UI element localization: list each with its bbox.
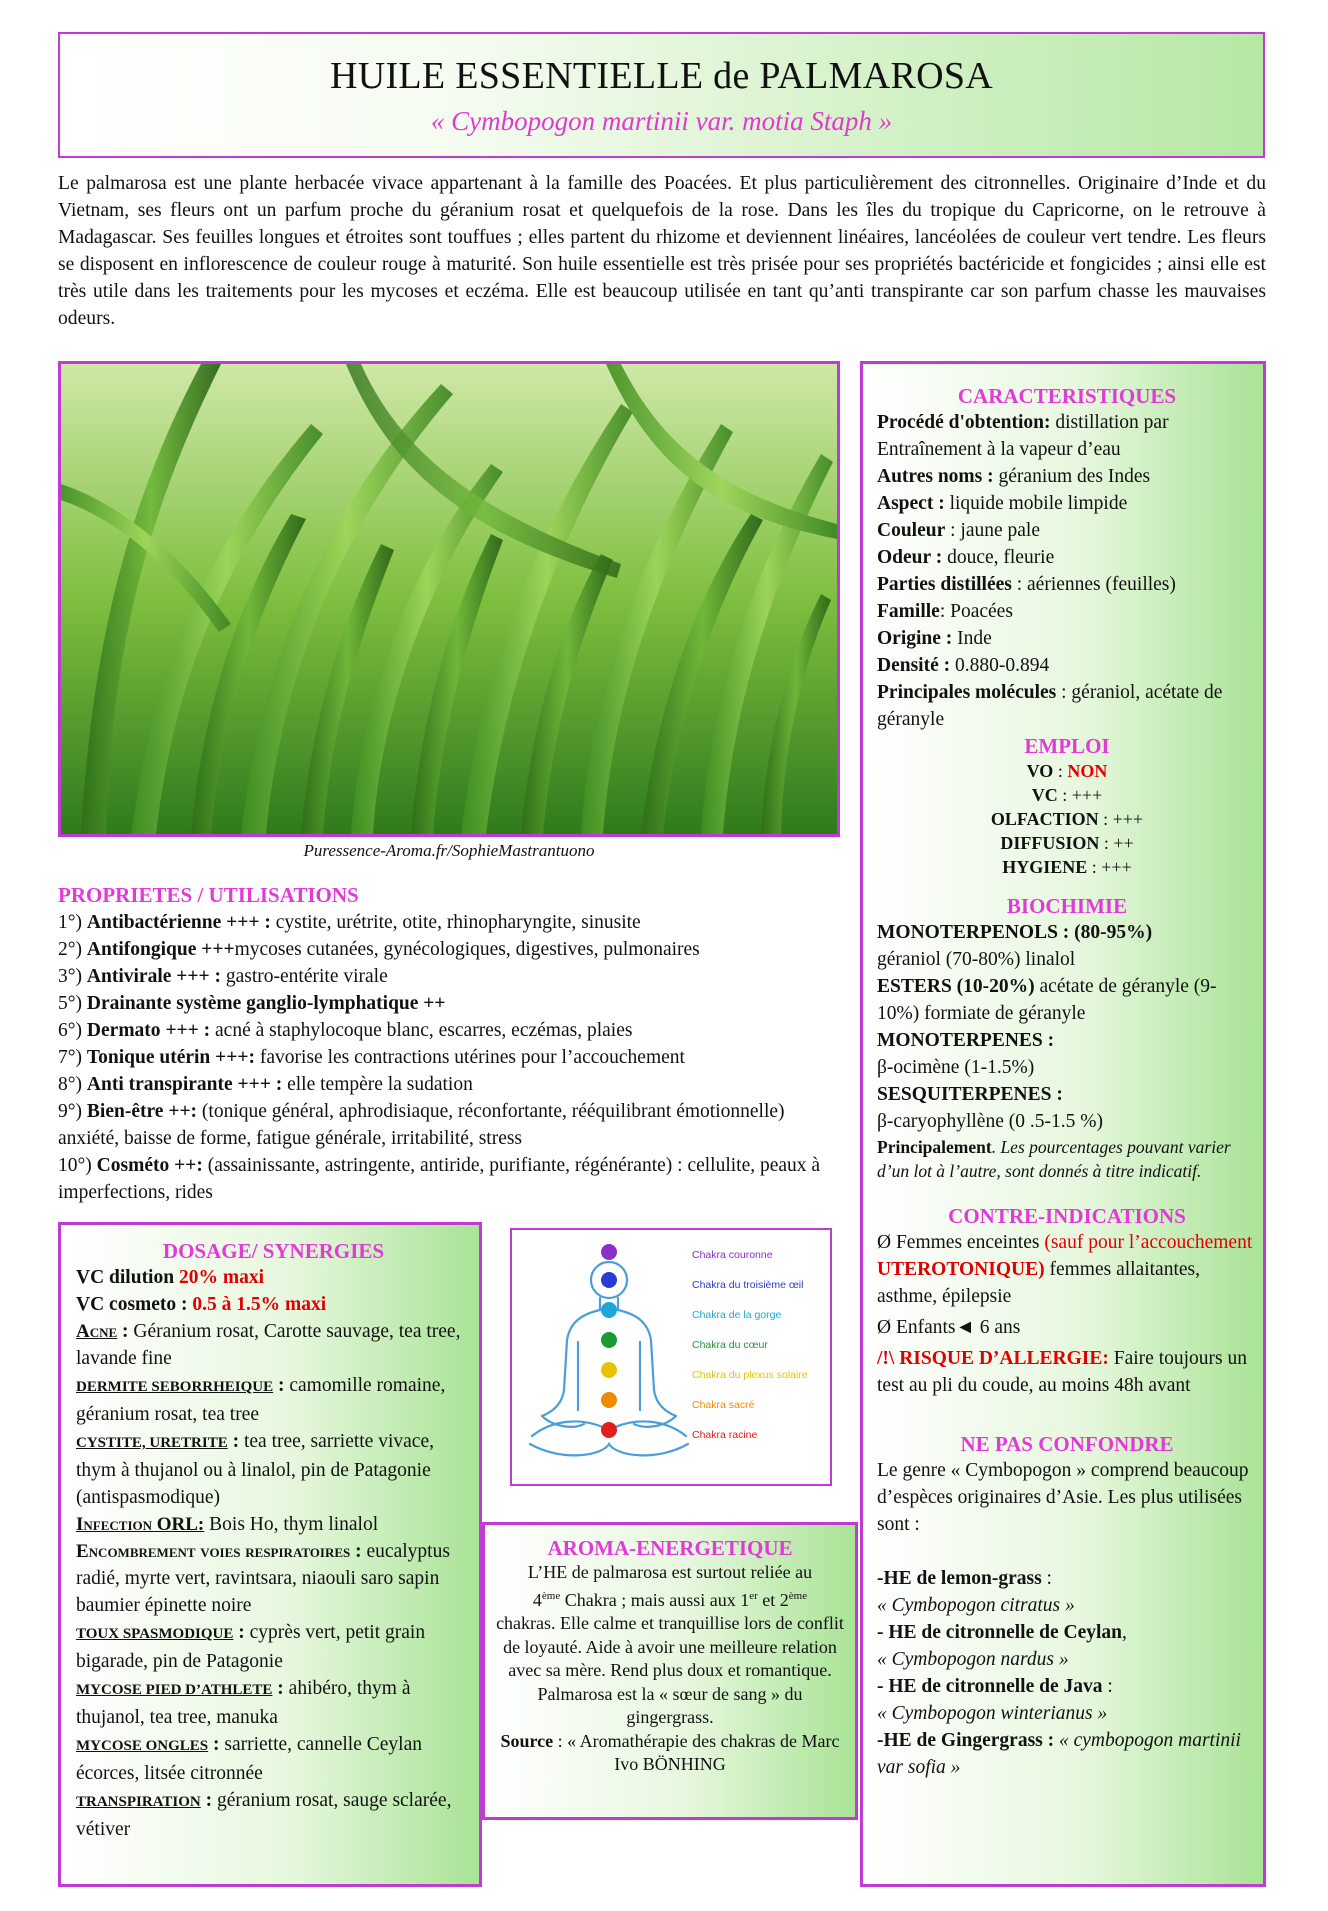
emploi-vo: VO : NON: [1026, 761, 1108, 781]
caracteristique-row: Aspect : liquide mobile limpide: [877, 493, 1128, 514]
dosage-row: Acne : Géranium rosat, Carotte sauvage, tea tree, lavande fine: [76, 1321, 461, 1369]
chakra-label: Chakra sacré: [692, 1399, 755, 1411]
intro-paragraph: Le palmarosa est une plante herbacée vivace appartenant à la famille des Poacées. Et plus particulièrement des citronnelles. Originaire d’Inde et du Vietnam, ses fleurs ont un parfum proche du géranium rosat et quelquefois de la rose. Dans les îles du tropique du Capricorne, on le retrouve à Madagascar. Ses feuilles longues et étroites sont touffues ; elles partent du rhizome et deviennent linéaires, lancéolées de couleur vert tendre. Les fleurs se disposent en inflorescence de couleur rouge à maturité. Son huile essentielle est très prisée pour ses propriétés bactéricide et fongicides ; ainsi elle est très utile dans les traitements pour les mycoses et eczéma. Elle est beaucoup utilisée en tant qu’anti transpirante car son parfum chasse les mauvaises odeurs.: [58, 173, 1266, 329]
photo-caption: Puressence-Aroma.fr/SophieMastrantuono: [303, 841, 595, 860]
propriete-item: 7°) Tonique utérin +++: favorise les contractions utérines pour l’accouchement: [58, 1047, 685, 1068]
caracteristique-row: Densité : 0.880-0.894: [877, 655, 1050, 676]
confondre-item: -HE de lemon-grass : « Cymbopogon citratus »: [877, 1568, 1075, 1616]
caracteristique-row: Origine : Inde: [877, 628, 992, 649]
chakra-crown: [601, 1244, 617, 1260]
emploi-row: HYGIENE : +++: [1002, 857, 1132, 877]
confondre-item: - HE de citronnelle de Java : « Cymbopogon winterianus »: [877, 1676, 1113, 1724]
dosage-row: TRANSPIRATION : géranium rosat, sauge sclarée, vétiver: [76, 1790, 452, 1840]
contre-enfants: Ø Enfants◄ 6 ans: [877, 1317, 1021, 1338]
contre-title: CONTRE-INDICATIONS: [948, 1204, 1186, 1228]
proprietes-section: [58, 882, 848, 1206]
grass-image: [61, 364, 837, 834]
dosage-row: MYCOSE ONGLES : sarriette, cannelle Ceylan écorces, litsée citronnée: [76, 1734, 422, 1784]
aroma-title: AROMA-ENERGETIQUE: [547, 1536, 793, 1560]
proprietes-title: PROPRIETES / UTILISATIONS: [58, 883, 359, 907]
propriete-item: 10°) Cosméto ++: (assainissante, astringente, antiride, purifiante, régénérante) : cellulite, peaux à imperfections, rides: [58, 1155, 821, 1203]
chakra-label: Chakra couronne: [692, 1249, 773, 1261]
chakra-solar: [601, 1362, 617, 1378]
dosage-row: MYCOSE PIED D’ATHLETE : ahibéro, thym à thujanol, tea tree, manuka: [76, 1678, 411, 1728]
propriete-item: 2°) Antifongique +++mycoses cutanées, gynécologiques, digestives, pulmonaires: [58, 939, 700, 960]
aroma-line-2: 4ème Chakra ; mais aussi aux 1er et 2ème: [532, 1589, 808, 1610]
caracteristique-row: Procédé d'obtention: distillation par Entraînement à la vapeur d’eau: [877, 412, 1169, 460]
emploi-row: DIFFUSION : ++: [1000, 833, 1134, 853]
aroma-section: [494, 1535, 846, 1777]
dosage-row: CYSTITE, URETRITE : tea tree, sarriette vivace, thym à thujanol ou à linalol, pin de Patagonie (antispasmodique): [76, 1431, 434, 1508]
propriete-item: 1°) Antibactérienne +++ : cystite, urétrite, otite, rhinopharyngite, sinusite: [58, 912, 641, 933]
allergie-warning: /!\ RISQUE D’ALLERGIE: Faire toujours un test au pli du coude, au moins 48h avant: [877, 1348, 1247, 1396]
dosage-section: [76, 1238, 471, 1843]
dosage-dilution: VC dilution 20% maxi: [76, 1267, 264, 1288]
biochimie-group: MONOTERPENES : β-ocimène (1-1.5%): [877, 1030, 1055, 1078]
propriete-item: 8°) Anti transpirante +++ : elle tempère la sudation: [58, 1074, 473, 1095]
biochimie-group: MONOTERPENOLS : (80-95%) géraniol (70-80%) linalol: [877, 922, 1153, 970]
chakra-figure: [510, 1228, 832, 1486]
biochimie-title: BIOCHIMIE: [1006, 894, 1128, 918]
confondre-item: - HE de citronnelle de Ceylan, « Cymbopogon nardus »: [877, 1622, 1127, 1670]
caracteristique-row: Autres noms : géranium des Indes: [877, 466, 1151, 487]
chakra-label: Chakra de la gorge: [692, 1309, 782, 1321]
caracteristiques-title: CARACTERISTIQUES: [957, 384, 1177, 408]
confondre-item: -HE de Gingergrass : « cymbopogon martinii var sofia »: [877, 1730, 1241, 1778]
chakra-third-eye: [601, 1272, 617, 1288]
chakra-sacral: [601, 1392, 617, 1408]
biochimie-group: ESTERS (10-20%) acétate de géranyle (9-10%) formiate de géranyle: [877, 976, 1217, 1024]
page-title: HUILE ESSENTIELLE de PALMAROSA: [329, 55, 994, 97]
dosage-cosmeto: VC cosmeto : 0.5 à 1.5% maxi: [76, 1294, 327, 1315]
biochimie-note: Principalement. Les pourcentages pouvant varier d’un lot à l’autre, sont donnés à titre indicatif.: [877, 1137, 1231, 1181]
dosage-row: TOUX SPASMODIQUE : cyprès vert, petit grain bigarade, pin de Patagonie: [76, 1622, 426, 1672]
propriete-item: 3°) Antivirale +++ : gastro-entérite virale: [58, 966, 388, 987]
dosage-title: DOSAGE/ SYNERGIES: [162, 1239, 385, 1263]
dosage-row: Infection ORL: Bois Ho, thym linalol: [76, 1514, 379, 1535]
confondre-title: NE PAS CONFONDRE: [960, 1432, 1174, 1456]
propriete-item: 6°) Dermato +++ : acné à staphylocoque blanc, escarres, eczémas, plaies: [58, 1020, 633, 1041]
chakra-label: Chakra du cœur: [692, 1339, 768, 1351]
caracteristique-row: Couleur : jaune pale: [877, 520, 1040, 541]
page-subtitle: « Cymbopogon martinii var. motia Staph »: [430, 106, 893, 136]
chakra-label: Chakra du troisième œil: [692, 1279, 804, 1291]
emploi-row: OLFACTION : +++: [990, 809, 1144, 829]
caracteristique-row: Odeur : douce, fleurie: [877, 547, 1055, 568]
propriete-item: 5°) Drainante système ganglio-lymphatique ++: [58, 993, 446, 1014]
propriete-item: 9°) Bien-être ++: (tonique général, aphrodisiaque, réconfortante, rééquilibrant émotionnelle) anxiété, baisse de forme, fatigue générale, irritabilité, stress: [58, 1101, 785, 1149]
aroma-line-1: L’HE de palmarosa est surtout reliée au: [527, 1562, 813, 1582]
dosage-row: Encombrement voies respiratoires : eucalyptus radié, myrte vert, ravintsara, niaouli saro sapin baumier épinette noire: [76, 1541, 450, 1616]
aroma-source: Source : « Aromathérapie des chakras de Marc Ivo BÖNHING: [500, 1730, 840, 1774]
title-banner: [58, 32, 1265, 158]
contre-text: Ø Femmes enceintes (sauf pour l’accouchement UTEROTONIQUE) femmes allaitantes, asthme, épilepsie: [877, 1232, 1253, 1307]
chakra-root: [601, 1422, 617, 1438]
confondre-intro: Le genre « Cymbopogon » comprend beaucoup d’espèces originaires d’Asie. Les plus utilisées sont :: [877, 1460, 1249, 1535]
palmarosa-photo: [58, 361, 840, 837]
caracteristique-row: Parties distillées : aériennes (feuilles): [877, 574, 1176, 595]
emploi-title: EMPLOI: [1024, 734, 1110, 758]
chakra-label: Chakra du plexus solaire: [692, 1369, 808, 1381]
caracteristique-row: Principales molécules : géraniol, acétate de géranyle: [877, 682, 1223, 730]
caracteristiques-section: [877, 383, 1257, 1781]
dosage-row: DERMITE SEBORRHEIQUE : camomille romaine, géranium rosat, tea tree: [76, 1375, 446, 1425]
chakra-throat: [601, 1302, 617, 1318]
biochimie-group: SESQUITERPENES : β-caryophyllène (0 .5-1.5 %): [877, 1084, 1103, 1132]
chakra-label: Chakra racine: [692, 1429, 758, 1441]
caracteristique-row: Famille: Poacées: [877, 601, 1013, 622]
aroma-text: chakras. Elle calme et tranquillise lors de conflit de loyauté. Aide à avoir une meilleure relation avec sa mère. Rend plus doux et romantique. Palmarosa est la « sœur de sang » du gingergrass.: [496, 1613, 844, 1727]
emploi-row: VC : +++: [1031, 785, 1103, 805]
chakra-heart: [601, 1332, 617, 1348]
